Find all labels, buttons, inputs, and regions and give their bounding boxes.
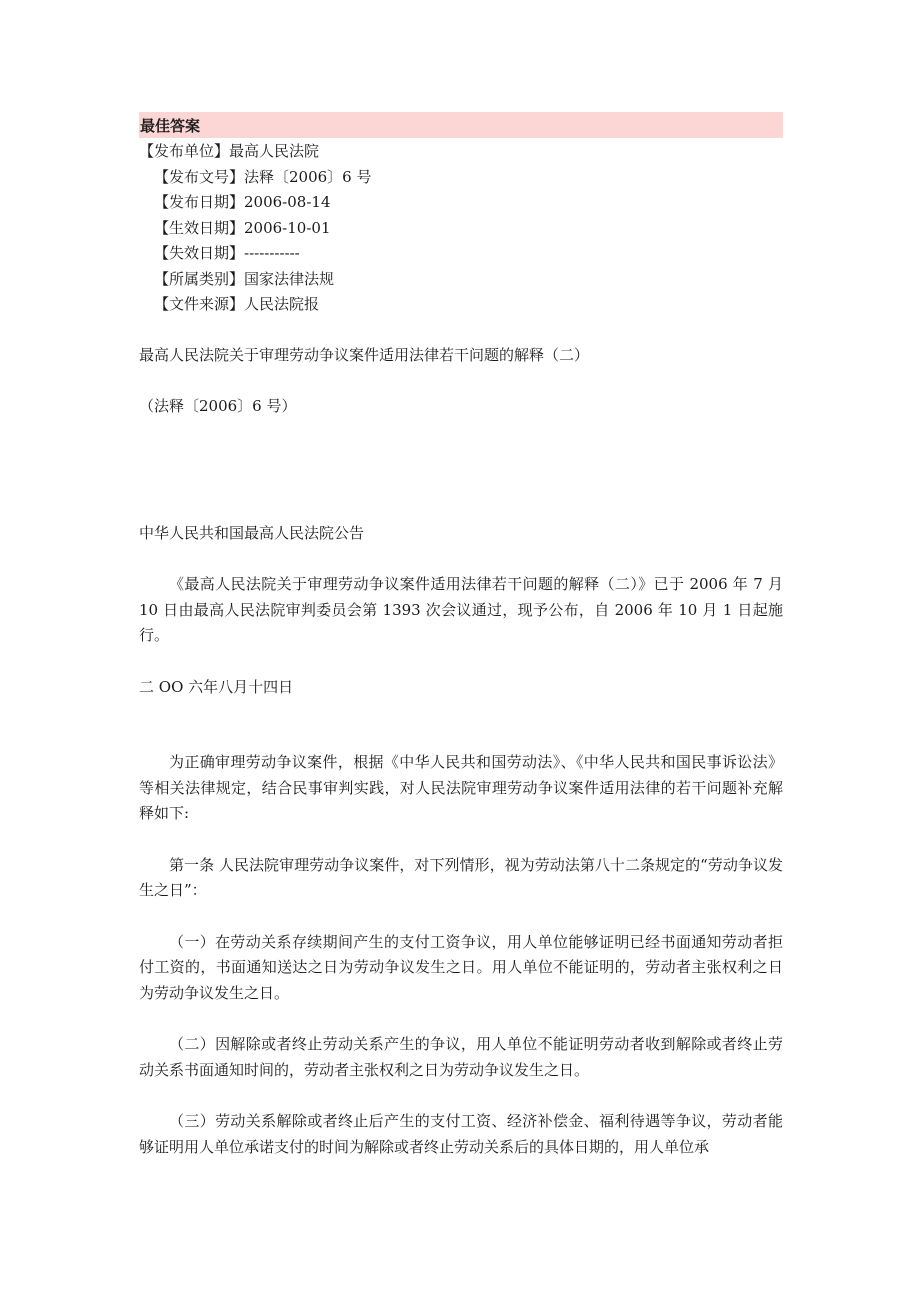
meta-category: 【所属类别】国家法律法规 xyxy=(154,269,335,288)
spacer xyxy=(139,368,783,394)
best-answer-header: 最佳答案 xyxy=(139,112,783,138)
meta-source: 【文件来源】人民法院报 xyxy=(154,295,320,313)
article-1-clause-1: （一）在劳动关系存续期间产生的支付工资争议，用人单位能够证明已经书面通知劳动者拒付工资的，书面通知送达之日为劳动争议发生之日。用人单位不能证明的，劳动者主张权利之日为劳动争议发生之日。 xyxy=(139,932,783,1002)
spacer xyxy=(139,649,783,675)
meta-effective-date: 【生效日期】2006-10-01 xyxy=(154,218,331,237)
article-1: 第一条 人民法院审理劳动争议案件，对下列情形，视为劳动法第八十二条规定的“劳动争议发生之日”： xyxy=(139,855,783,899)
document-page xyxy=(139,112,783,1160)
meta-expiry-date: 【失效日期】----------- xyxy=(154,244,300,262)
spacer xyxy=(139,700,783,750)
meta-block xyxy=(139,139,783,318)
document-title: 最高人民法院关于审理劳动争议案件适用法律若干问题的解释（二） xyxy=(139,345,590,364)
article-1-clause-3: （三）劳动关系解除或者终止后产生的支付工资、经济补偿金、福利待遇等争议，劳动者能够证明用人单位承诺支付的时间为解除或者终止劳动关系后的具体日期的，用人单位承 xyxy=(139,1112,783,1156)
spacer xyxy=(139,420,783,521)
spacer xyxy=(139,1083,783,1109)
spacer xyxy=(139,827,783,853)
meta-doc-no: 【发布文号】法释〔2006〕6 号 xyxy=(154,167,372,186)
meta-publish-date: 【发布日期】2006-08-14 xyxy=(154,193,331,211)
announcement-heading: 中华人民共和国最高人民法院公告 xyxy=(139,523,365,542)
spacer xyxy=(139,904,783,930)
document-reference: （法释〔2006〕6 号） xyxy=(139,397,297,415)
spacer xyxy=(139,1006,783,1032)
spacer xyxy=(139,318,783,343)
announcement-date: 二 OO 六年八月十四日 xyxy=(139,677,294,696)
meta-publisher: 【发布单位】最高人民法院 xyxy=(139,142,320,160)
announcement-body: 《最高人民法院关于审理劳动争议案件适用法律若干问题的解释（二）》已于 2006 年 7 月 10 日由最高人民法院审判委员会第 1393 次会议通过，现予公布，自 2006 年 10 月 1 日起施行。 xyxy=(139,575,783,644)
preamble-paragraph: 为正确审理劳动争议案件，根据《中华人民共和国劳动法》、《中华人民共和国民事诉讼法》等相关法律规定，结合民事审判实践，对人民法院审理劳动争议案件适用法律的若干问题补充解释如下: xyxy=(139,753,783,822)
spacer xyxy=(139,546,783,572)
article-1-clause-2: （二）因解除或者终止劳动关系产生的争议，用人单位不能证明劳动者收到解除或者终止劳动关系书面通知时间的，劳动者主张权利之日为劳动争议发生之日。 xyxy=(139,1035,783,1079)
